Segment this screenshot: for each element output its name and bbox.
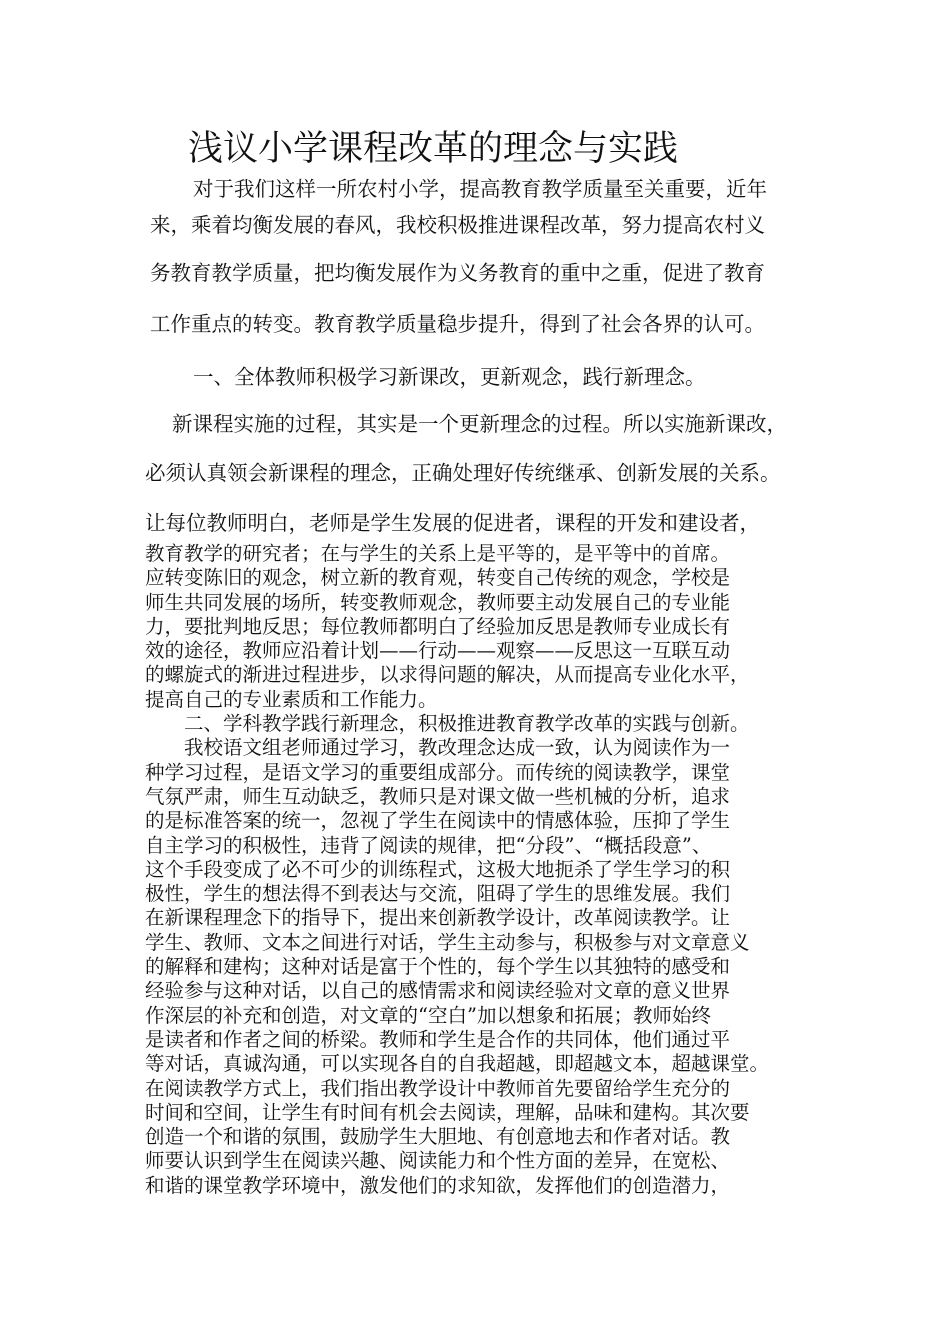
intro-line-4: 工作重点的转变。教育教学质量稳步提升，得到了社会各界的认可。 (150, 312, 765, 336)
body-line: 应转变陈旧的观念，树立新的教育观，转变自己传统的观念，学校是 (145, 566, 731, 590)
body-line: 在阅读教学方式上，我们指出教学设计中教师首先要留给学生充分的 (145, 1076, 731, 1100)
body-line: 等对话，真诚沟通，可以实现各自的自我超越，即超越文本，超越课堂。 (145, 1052, 770, 1076)
intro-line-3: 务教育教学质量，把均衡发展作为义务教育的重中之重，促进了教育 (150, 261, 765, 285)
section-1-line-3-serif: 学生发展的促进者，课程的开发和建设者， (370, 511, 760, 535)
body-line: 在新课程理念下的指导下，提出来创新教学设计，改革阅读教学。让 (145, 906, 731, 930)
body-line: 师生共同发展的场所，转变教师观念，教师要主动发展自己的专业能 (145, 590, 731, 614)
body-line: 的螺旋式的渐进过程进步，以求得问题的解决，从而提高专业化水平， (145, 663, 750, 687)
intro-line-2 (150, 208, 765, 243)
body-line: 作深层的补充和创造，对文章的“空白”加以想象和拓展；教师始终 (145, 1003, 711, 1027)
body-line: 力，要批判地反思；每位教师都明白了经验加反思是教师专业成长有 (145, 614, 731, 638)
body-line: 的是标准答案的统一，忽视了学生在阅读中的情感体验，压抑了学生 (145, 809, 731, 833)
body-line: 和谐的课堂教学环境中，激发他们的求知欲，发挥他们的创造潜力， (145, 1173, 731, 1197)
body-line: 时间和空间，让学生有时间有机会去阅读，理解，品味和建构。其次要 (145, 1100, 750, 1124)
section-1-line-2: 必须认真领会新课程的理念，正确处理好传统继承、创新发展的关系。 (145, 461, 781, 485)
section-1-heading: 一、全体教师积极学习新课改，更新观念，践行新理念。 (193, 365, 706, 389)
body-line: 经验参与这种对话，以自己的感情需求和阅读经验对文章的意义世界 (145, 979, 731, 1003)
intro-line-2-sans: 农村义 (703, 213, 765, 237)
body-line: 提高自己的专业素质和工作能力。 (145, 687, 438, 711)
body-line: 自主学习的积极性，违背了阅读的规律，把“分段”、“概括段意”、 (145, 833, 712, 857)
body-line: 气氛严肃，师生互动缺乏，教师只是对课文做一些机械的分析，追求 (145, 784, 731, 808)
section-1-line-3-sans: 让每位教师明白，老师是 (145, 511, 371, 535)
section-1-line-1: 新课程实施的过程，其实是一个更新理念的过程。所以实施新课改， (172, 412, 787, 436)
body-line: 极性，学生的想法得不到表达与交流，阻碍了学生的思维发展。我们 (145, 882, 731, 906)
section-1-line-3 (145, 506, 760, 541)
page-title: 浅议小学课程改革的理念与实践 (188, 129, 679, 169)
body-line: 这个手段变成了必不可少的训练程式，这极大地扼杀了学生学习的积 (145, 857, 731, 881)
intro-line-1: 对于我们这样一所农村小学，提高教育教学质量至关重要，近年 (193, 177, 767, 201)
body-line: 师要认识到学生在阅读兴趣、阅读能力和个性方面的差异，在宽松、 (145, 1149, 731, 1173)
body-line: 效的途径，教师应沿着计划——行动——观察——反思这一互联互动 (145, 639, 731, 663)
body-text (145, 542, 825, 1198)
section-2-heading: 二、学科教学践行新理念，积极推进教育教学改革的实践与创新。 (145, 712, 750, 736)
body-line: 学生、教师、文本之间进行对话，学生主动参与，积极参与对文章意义 (145, 930, 750, 954)
body-line: 是读者和作者之间的桥梁。教师和学生是合作的共同体，他们通过平 (145, 1027, 731, 1051)
body-line: 种学习过程，是语文学习的重要组成部分。而传统的阅读教学，课堂 (145, 760, 731, 784)
body-line: 我校语文组老师通过学习，教改理念达成一致，认为阅读作为一 (145, 736, 731, 760)
body-line: 教育教学的研究者；在与学生的关系上是平等的，是平等中的首席。 (145, 542, 731, 565)
intro-line-2-serif: 来，乘着均衡发展的春风，我校积极推进课程改革，努力提高 (150, 213, 704, 237)
body-line: 创造一个和谐的氛围，鼓励学生大胆地、有创意地去和作者对话。教 (145, 1125, 731, 1149)
body-line: 的解释和建构；这种对话是富于个性的，每个学生以其独特的感受和 (145, 955, 731, 979)
